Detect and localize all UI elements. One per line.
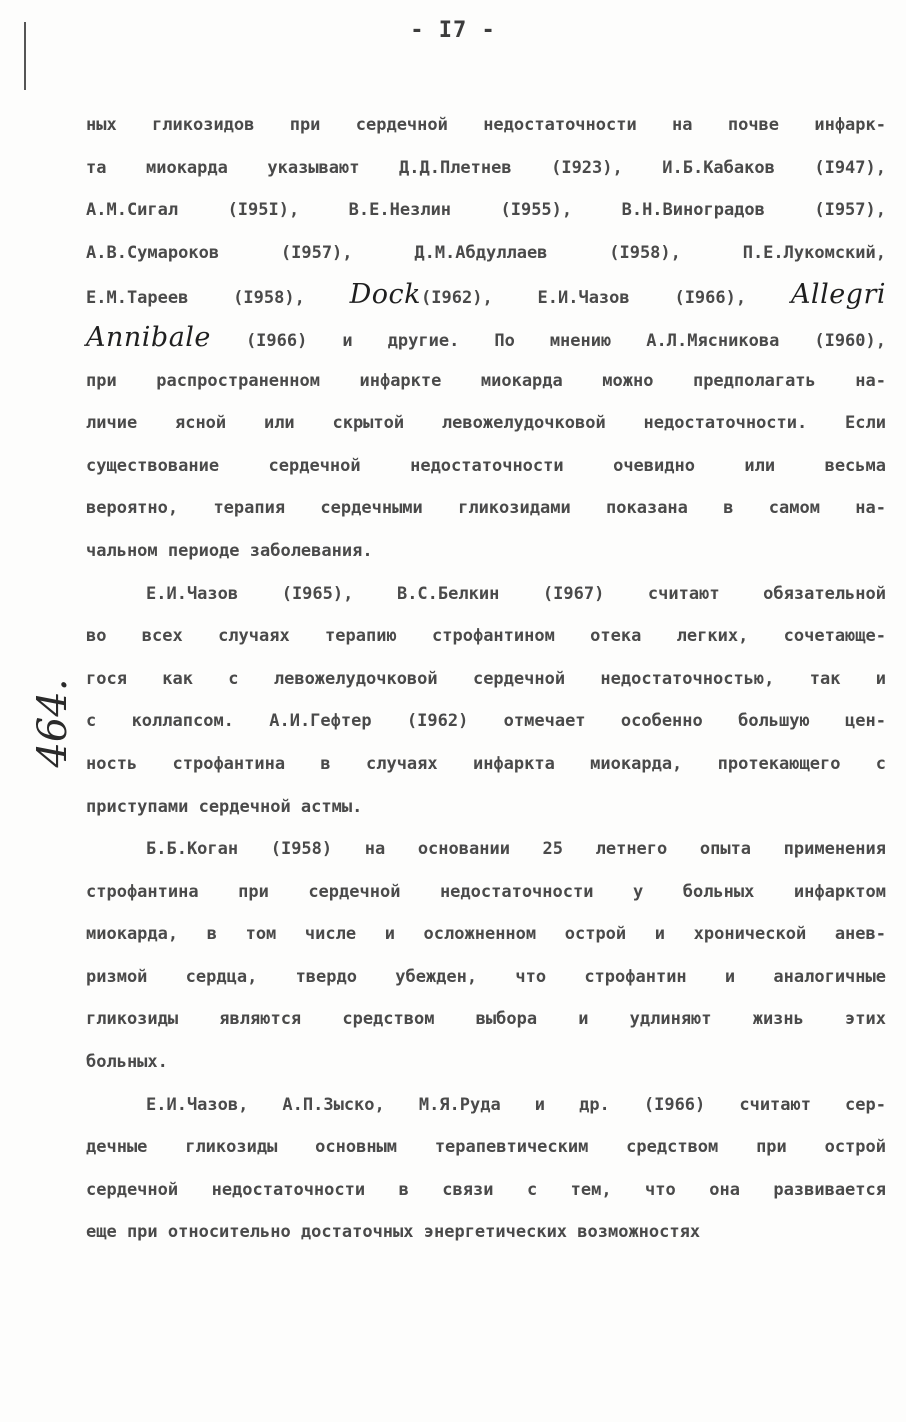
text-line bbox=[86, 1169, 886, 1212]
line-text: гося как с левожелудочковой сердечной недостаточностью, так и bbox=[86, 668, 886, 689]
paragraph bbox=[86, 104, 886, 573]
text-line bbox=[86, 828, 886, 871]
line-text: еще при относительно достаточных энергетических возможностях bbox=[86, 1222, 701, 1243]
text-line bbox=[86, 147, 886, 190]
paragraph bbox=[86, 573, 886, 829]
line-text: сердечной недостаточности в связи с тем, что она развивается bbox=[86, 1179, 886, 1200]
line-text: миокарда, в том числе и осложненном острой и хронической анев- bbox=[86, 924, 886, 945]
line-text: дечные гликозиды основным терапевтическим средством при острой bbox=[86, 1137, 886, 1158]
text-line bbox=[86, 1041, 886, 1084]
text-line bbox=[86, 700, 886, 743]
text-line bbox=[86, 402, 886, 445]
text-line bbox=[86, 317, 886, 360]
handwritten-name: Dock bbox=[349, 279, 422, 311]
line-text: больных. bbox=[86, 1052, 168, 1073]
line-text: существование сердечной недостаточности очевидно или весьма bbox=[86, 455, 886, 476]
handwritten-margin-note: 464. bbox=[30, 678, 76, 768]
line-text: ризмой сердца, твердо убежден, что строфантин и аналогичные bbox=[86, 966, 886, 987]
text-line bbox=[86, 786, 886, 829]
line-text: А.М.Сигал (I95I), В.Е.Незлин (I955), В.Н.Виноградов (I957), bbox=[86, 200, 886, 221]
text-line bbox=[86, 1084, 886, 1127]
line-text: Б.Б.Коган (I958) на основании 25 летнего опыта применения bbox=[146, 839, 886, 860]
paragraph bbox=[86, 828, 886, 1084]
line-text: Е.И.Чазов (I965), В.С.Белкин (I967) считают обязательной bbox=[146, 583, 886, 604]
text-line bbox=[86, 487, 886, 530]
text-line bbox=[86, 1211, 886, 1254]
line-text: гликозиды являются средством выбора и удлиняют жизнь этих bbox=[86, 1009, 886, 1030]
line-text: приступами сердечной астмы. bbox=[86, 796, 363, 817]
text-line bbox=[86, 956, 886, 999]
line-text: Е.М.Тареев (I958), bbox=[86, 288, 350, 309]
line-text: та миокарда указывают Д.Д.Плетнев (I923), И.Б.Кабаков (I947), bbox=[86, 157, 886, 178]
text-line bbox=[86, 232, 886, 275]
line-text: во всех случаях терапию строфантином отека легких, сочетающе- bbox=[86, 626, 886, 647]
line-text: при распространенном инфаркте миокарда можно предполагать на- bbox=[86, 370, 886, 391]
text-line bbox=[86, 104, 886, 147]
line-text: ных гликозидов при сердечной недостаточности на почве инфарк- bbox=[86, 115, 886, 135]
line-text: строфантина при сердечной недостаточности у больных инфарктом bbox=[86, 881, 886, 902]
line-text: (I962), Е.И.Чазов (I966), bbox=[421, 288, 791, 309]
line-text: А.В.Сумароков (I957), Д.М.Абдуллаев (I958), П.Е.Лукомский, bbox=[86, 242, 886, 263]
paragraph bbox=[86, 1084, 886, 1254]
text-line bbox=[86, 743, 886, 786]
text-line bbox=[86, 445, 886, 488]
text-line bbox=[86, 573, 886, 616]
line-text: чальном периоде заболевания. bbox=[86, 540, 373, 561]
handwritten-name: Annibale bbox=[86, 321, 211, 353]
text-line bbox=[86, 615, 886, 658]
line-text: Е.И.Чазов, А.П.Зыско, М.Я.Руда и др. (I966) считают сер- bbox=[146, 1094, 886, 1115]
text-line bbox=[86, 658, 886, 701]
line-text: личие ясной или скрытой левожелудочковой недостаточности. Если bbox=[86, 413, 886, 434]
text-line bbox=[86, 360, 886, 403]
line-text: с коллапсом. А.И.Гефтер (I962) отмечает особенно большую цен- bbox=[86, 711, 886, 732]
text-line bbox=[86, 530, 886, 573]
page-number: - I7 - bbox=[410, 18, 496, 43]
body-text bbox=[86, 104, 886, 1254]
line-text: ность строфантина в случаях инфаркта миокарда, протекающего с bbox=[86, 753, 886, 774]
text-line bbox=[86, 998, 886, 1041]
text-line bbox=[86, 189, 886, 232]
line-text: (I966) и другие. По мнению А.Л.Мясникова (I960), bbox=[210, 330, 886, 351]
handwritten-name: Allegri bbox=[790, 279, 887, 311]
text-line bbox=[86, 274, 886, 317]
line-text: вероятно, терапия сердечными гликозидами показана в самом на- bbox=[86, 498, 886, 519]
text-line bbox=[86, 1126, 886, 1169]
text-line bbox=[86, 913, 886, 956]
text-line bbox=[86, 871, 886, 914]
